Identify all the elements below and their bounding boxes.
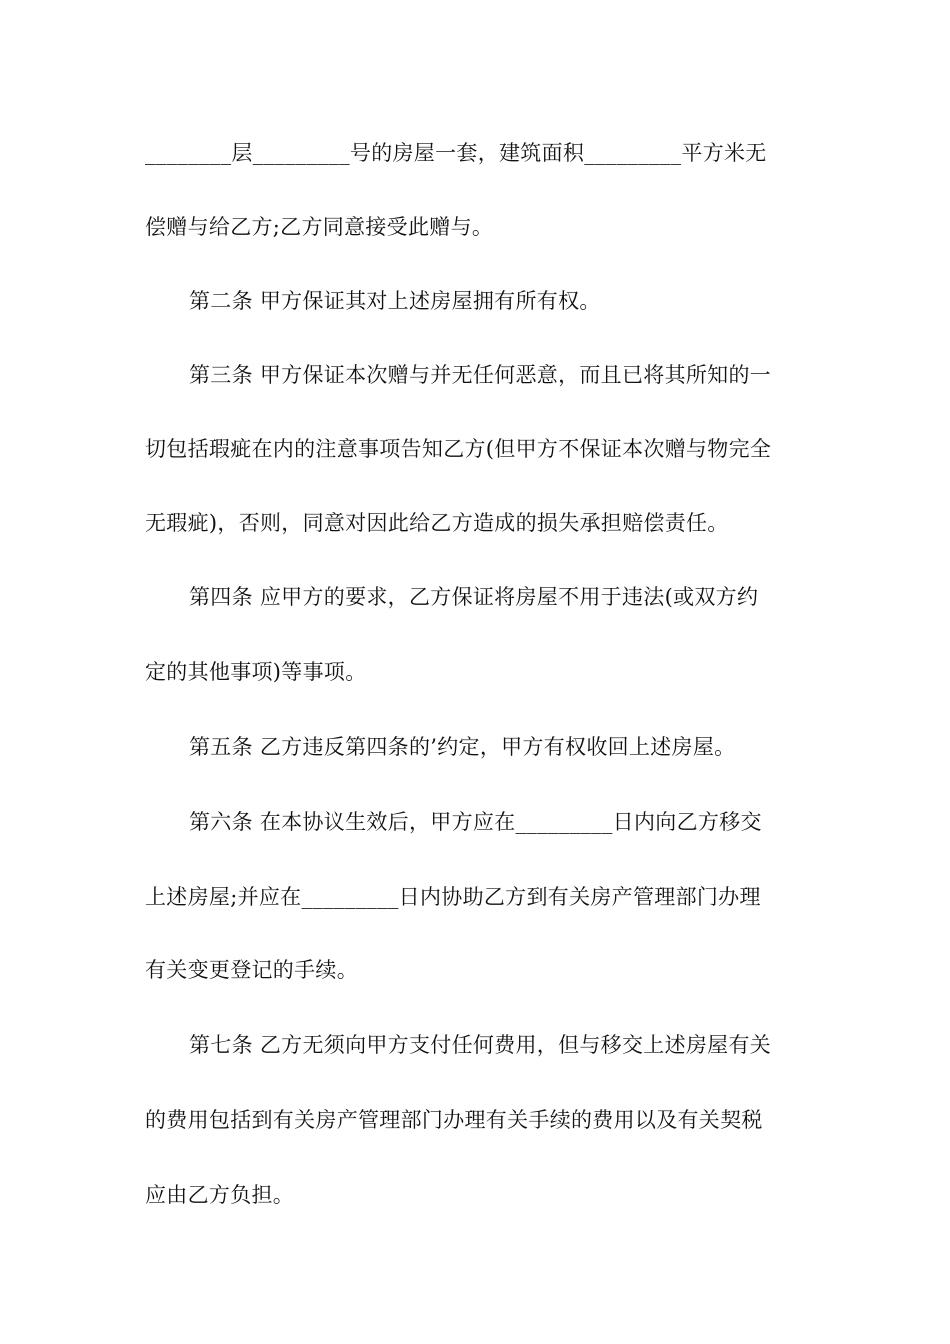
article-2-line-1: 第二条 甲方保证其对上述房屋拥有所有权。 (189, 289, 601, 313)
text-line-2: 偿赠与给乙方;乙方同意接受此赠与。 (145, 215, 494, 239)
article-4-line-1: 第四条 应甲方的要求，乙方保证将房屋不用于违法(或双方约 (189, 585, 759, 609)
article-7-line-2: 的费用包括到有关房产管理部门办理有关手续的费用以及有关契税 (145, 1108, 763, 1132)
article-7-line-3: 应由乙方负担。 (145, 1183, 295, 1207)
article-4-line-2: 定的其他事项)等事项。 (145, 660, 367, 684)
article-3-line-3: 无瑕疵)，否则，同意对因此给乙方造成的损失承担赔偿责任。 (145, 511, 729, 535)
article-6-line-1: 第六条 在本协议生效后，甲方应在_________日内向乙方移交 (189, 810, 762, 834)
article-5-line-1: 第五条 乙方违反第四条的’约定，甲方有权收回上述房屋。 (189, 735, 736, 759)
article-3-line-2: 切包括瑕疵在内的注意事项告知乙方(但甲方不保证本次赠与物完全 (145, 437, 772, 461)
article-6-line-3: 有关变更登记的手续。 (145, 958, 358, 982)
article-3-line-1: 第三条 甲方保证本次赠与并无任何恶意，而且已将其所知的一 (189, 363, 772, 387)
article-7-line-1: 第七条 乙方无须向甲方支付任何费用，但与移交上述房屋有关 (189, 1033, 772, 1057)
article-6-line-2: 上述房屋;并应在_________日内协助乙方到有关房产管理部门办理 (145, 885, 761, 909)
text-line-1: ________层_________号的房屋一套，建筑面积_________平方米无 (145, 141, 767, 165)
